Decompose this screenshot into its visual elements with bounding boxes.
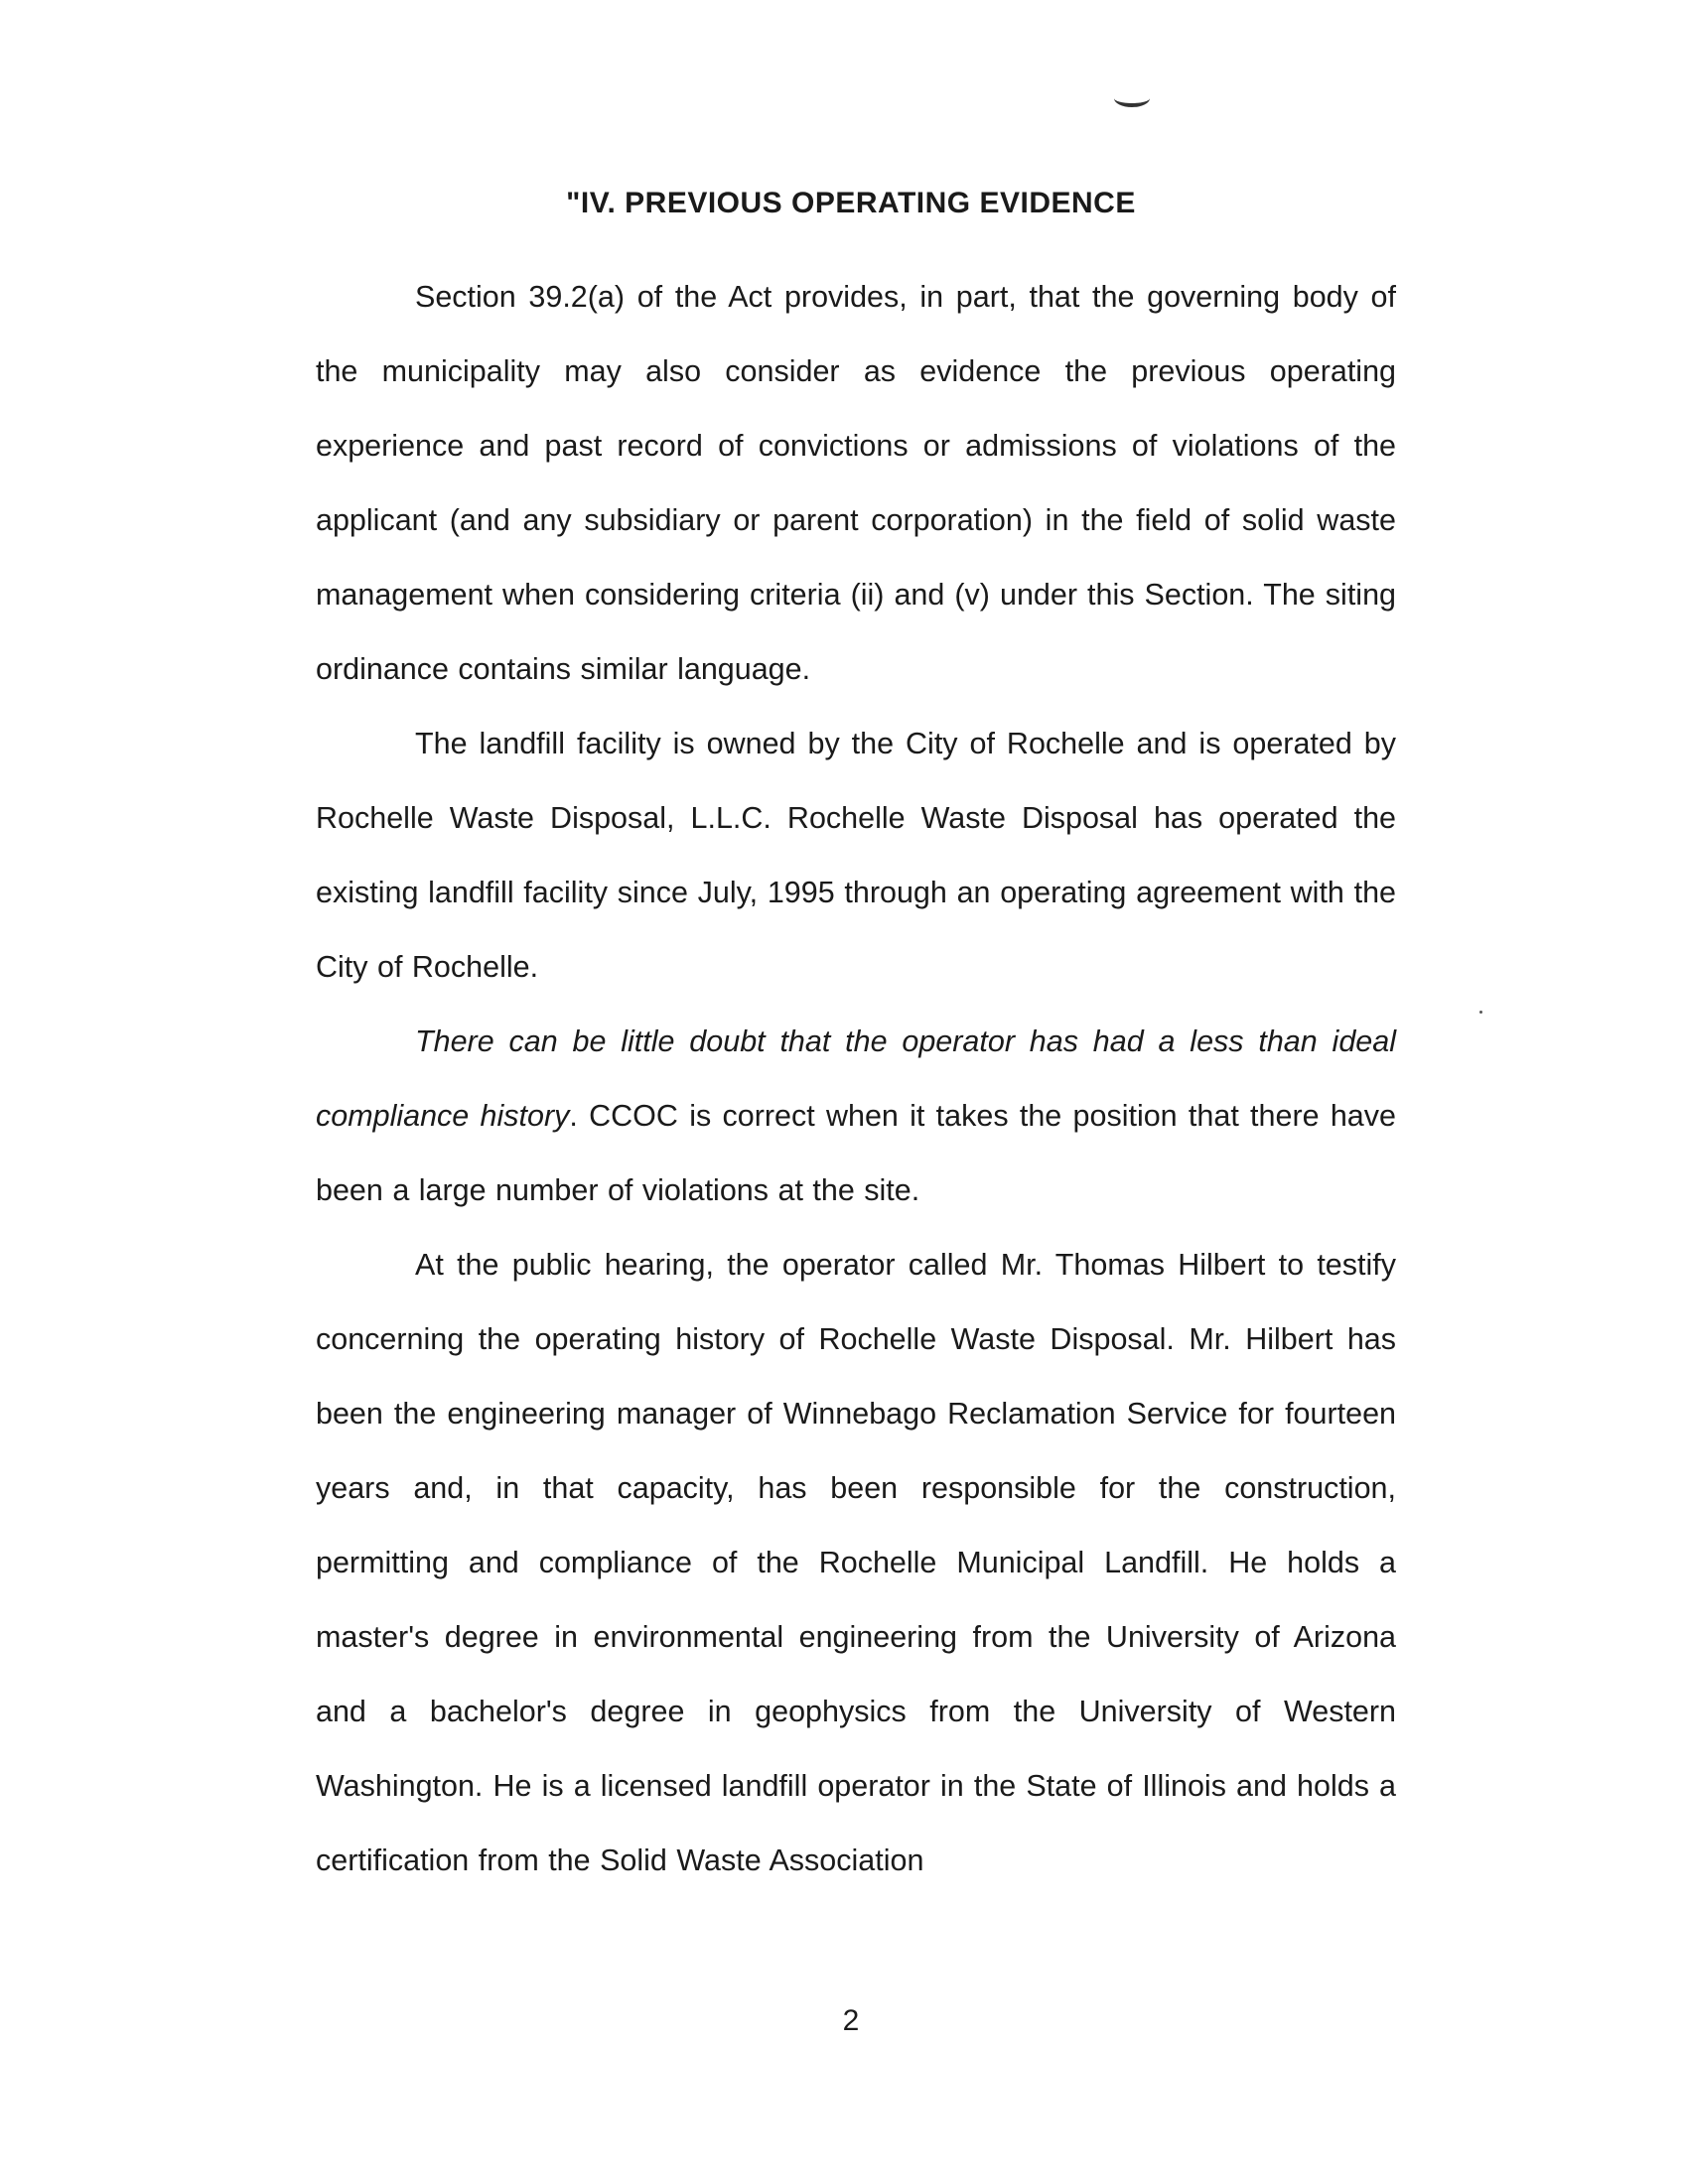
compliance-history-rest: . CCOC is correct when it takes the position that there have been a large number of violations at the site. <box>316 1099 1396 1207</box>
paragraph-compliance-history <box>316 1005 1396 1228</box>
paragraph-hilbert-testimony: At the public hearing, the operator called Mr. Thomas Hilbert to testify concerning the operating history of Rochelle Waste Disposal. Mr. Hilbert has been the engineering manager of Winnebago Reclamation Service for fourteen years and, in that capacity, has been responsible for the construction, permitting and compliance of the Rochelle Municipal Landfill. He holds a master's degree in environmental engineering from the University of Arizona and a bachelor's degree in geophysics from the University of Western Washington. He is a licensed landfill operator in the State of Illinois and holds a certification from the Solid Waste Association <box>316 1248 1396 1877</box>
page-number: 2 <box>842 2004 860 2037</box>
scan-mark <box>1114 89 1150 107</box>
body-text <box>316 260 1396 1898</box>
paragraph-facility-ownership: The landfill facility is owned by the City of Rochelle and is operated by Rochelle Waste Disposal, L.L.C. Rochelle Waste Disposal has operated the existing landfill facility since July, 1995 through an operating agreement with the City of Rochelle. <box>316 727 1396 984</box>
section-heading: "IV. PREVIOUS OPERATING EVIDENCE <box>566 187 1136 219</box>
paragraph-section-39: Section 39.2(a) of the Act provides, in part, that the governing body of the municipality may also consider as evidence the previous operating experience and past record of convictions or admissions of violations of the applicant (and any subsidiary or parent corporation) in the field of solid waste management when considering criteria (ii) and (v) under this Section. The siting ordinance contains similar language. <box>316 280 1396 686</box>
compliance-history-italic: There can be little doubt that the operator has had a less than ideal compliance history <box>316 1024 1396 1133</box>
scan-speck <box>1479 1011 1482 1014</box>
